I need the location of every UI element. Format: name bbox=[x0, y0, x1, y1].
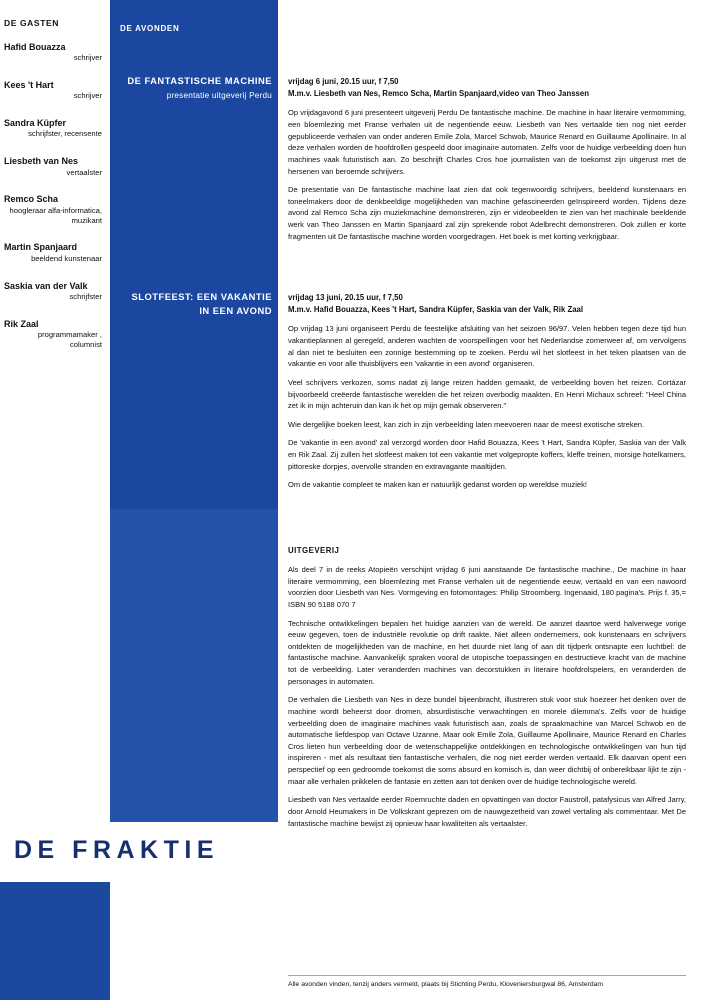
guest-role: schrijver bbox=[73, 91, 102, 101]
publisher-heading: UITGEVERIJ bbox=[288, 546, 340, 555]
footer-divider bbox=[288, 975, 686, 976]
event-1-paragraph: De presentatie van De fantastische machine laat zien dat ook tegenwoordig schrijvers, beeldend kunstenaars en toneelmakers door de denkbeeldige mogelijkheden van machine gefascineerden geïnspireerd worden. Tijdens deze avond zal Remco Scha zijn muziekmachine demonstreren, zijn er videobeelden te zien van het machinale beeldende werk van Theo Janssen en Martin Spanjaard zal zijn sprekende robot Adelbrecht demonstreren. Ook zullen er korte fragmenten uit De fantastische machine worden voorgedragen. Het boek is met korting verkrijgbaar. bbox=[288, 185, 686, 241]
event-2-meta bbox=[288, 292, 686, 315]
publisher-paragraph: De verhalen die Liesbeth van Nes in deze bundel bijeenbracht, illustreren stuk voor stuk hoezeer het denken over de machine wordt beheerst door dromen, absurdistische verwachtingen en morele dilemma's. Zelfs voor de huidige verbeelding doen de imaginaire machines vaak futuristisch aan, zoals de spraakmachine van Marcel Schwob en de automatische liefdespop van Octave Uzanne. Maar ook Emile Zola, Guillaume Apollinaire, Maurice Renard en Charles Cros lieten hun verbeelding door de wetenschappelijke ontdekkingen en technologische ontwikkelingen van hun tijd inspireren - met als resultaat tien fantastische verhalen, die nog niet eerder werden vertaald. Elk daarvan opent een perspectief op een gedroomde toekomst die soms absurd en komisch is, dan weer dichtbij of onbereikbaar lijkt te zijn - maar alle verhalen prikkelen de fantasie en zetten aan tot denken over de huidige technologische wereld. bbox=[288, 695, 686, 786]
event-2-content bbox=[288, 292, 686, 498]
event-2-paragraph: Veel schrijvers verkozen, soms nadat zij lange reizen hadden gemaakt, de verbeelding boven het reizen. Cortázar bijvoorbeeld creëerde fantastische werelden die het reizen overbodig maakten. En Henri Michaux schreef: "Heel China zet ik in mijn achteruin dan kan ik het op mijn gemak observeren." bbox=[288, 377, 686, 411]
publisher-paragraph: Technische ontwikkelingen bepalen het huidige aanzien van de wereld. De aanzet daartoe werd halverwege vorige eeuw gegeven, toen de industriële revolutie op drift raakte. Niet alleen ondernemers, ook kunstenaars en schrijvers ontdekten de mogelijkheden van de machine, en het duurde niet lang of aan dit tijdperk ontsnapte een luchtbel: de fantastische machine. Aanvankelijk spraken vooral de utopische toepassingen en destructieve kracht van de machine tot de verbeelding. Later veranderden machines van decorstukken in literaire hoofdrolspelers, en veranderden de personages in automaten. bbox=[288, 618, 686, 686]
guest-role: schrijfster, recensente bbox=[28, 129, 102, 139]
fraktie-wordmark: DE FRAKTIE bbox=[14, 836, 219, 864]
guest-role: programmamaker , columnist bbox=[37, 329, 102, 349]
publisher-paragraph: Als deel 7 in de reeks Atopieën verschijnt vrijdag 6 juni aanstaande De fantastische machine., De machine in haar literaire vermomming, een bloemlezing met Franse verhalen uit de negentiende eeuw, vertaald en van een nawoord voorzien door Liesbeth van Nes. Vormgeving en fotomontages: Philip Stroomberg. Ingenaaid, 180 pagina's. Prijs f. 35,= ISBN 90 5188 070 7 bbox=[288, 565, 686, 609]
guest-name: Martin Spanjaard bbox=[4, 242, 78, 253]
footer-note: Alle avonden vinden, tenzij anders vermeld, plaats bij Stichting Perdu, Kloveniersburgwal 86, Amsterdam bbox=[288, 981, 604, 988]
event-1-meta bbox=[288, 76, 686, 99]
guests-section-title: DE GASTEN bbox=[4, 18, 59, 28]
guests-column bbox=[0, 18, 110, 367]
event-1-meta-date: vrijdag 6 juni, 20.15 uur, f 7,50 bbox=[288, 77, 399, 86]
guest-entry bbox=[4, 319, 104, 350]
guest-entry bbox=[4, 242, 104, 263]
event-2-meta-participants: M.m.v. Hafid Bouazza, Kees 't Hart, Sandra Küpfer, Saskia van der Valk, Rik Zaal bbox=[288, 304, 584, 314]
event-1-subtitle: presentatie uitgeverij Perdu bbox=[166, 90, 272, 100]
event-2-paragraph: Wie dergelijke boeken leest, kan zich in zijn verbeelding laten meevoeren naar de meest exotische streken. bbox=[288, 419, 645, 429]
guest-role: beeldend kunstenaar bbox=[31, 253, 102, 263]
publisher-paragraph: Liesbeth van Nes vertaalde eerder Roemruchte daden en opvattingen van doctor Faustroll, patafysicus van Alfred Jarry, door Arnold Heumakers in De Volkskrant geprezen om de nauwgezetheid van zowel vertaling als commentaar. Met De fantastische machine bewijst zij opnieuw haar kwaliteiten als vertaalster. bbox=[288, 795, 686, 828]
guest-role: hoogleraar alfa-informatica, muzikant bbox=[9, 205, 102, 225]
event-2-paragraph: De 'vakantie in een avond' zal verzorgd worden door Hafid Bouazza, Kees 't Hart, Sandra Küpfer, Saskia van der Valk en Rik Zaal. Zij zullen het slotfeest maken tot een vakantie met volgepropte koffers, kleffe treinen, morsige hotelkamers, pittoreske dorpjes, overvolle stranden en extravagante maaltijden. bbox=[288, 438, 686, 471]
event-2-paragraph: Op vrijdag 13 juni organiseert Perdu de feestelijke afsluiting van het seizoen 96/97. Velen hebben tegen deze tijd hun vakantieplannen al geregeld, anderen wachten de voorspellingen voor het Nederlandse zomerweer af, om vervolgens al dan niet te besluiten een zonnige bestemming op te zoeken. Perdu wil het slotfeest in het teken plaatsen van de vakantie en voor alle thuisblijvers een 'vakantie in een avond' organiseren. bbox=[288, 324, 686, 369]
event-1-content bbox=[288, 76, 686, 249]
guest-name: Liesbeth van Nes bbox=[4, 156, 79, 167]
guest-entry bbox=[4, 42, 104, 63]
guest-name: Kees 't Hart bbox=[4, 80, 54, 91]
event-1-title-block bbox=[120, 74, 272, 102]
guest-entry bbox=[4, 80, 104, 101]
guest-name: Rik Zaal bbox=[4, 318, 39, 329]
event-2-meta-date: vrijdag 13 juni, 20.15 uur, f 7,50 bbox=[288, 293, 403, 302]
guest-role: schrijfster bbox=[69, 291, 102, 301]
event-1-paragraph: Op vrijdagavond 6 juni presenteert uitgeverij Perdu De fantastische machine. De machine in haar literaire vermomming, een bloemlezing met Franse verhalen uit de negentiende eeuw. Liesbeth van Nes vertaalde tien nog niet eerder gepubliceerde verhalen van onder anderen Emile Zola, Marcel Schwob, Maurice Renard en Guillaume Apollinaire. In al deze verhalen worden de hoofdrollen gespeeld door imaginaire automaten. Zelfs voor de huidige verbeelding doen hun machines vaak futuristisch aan. Zo beschrijft Charles Cros hoe journalisten van de toekomst zijn uitgerust met de hersenen van beroemde schrijvers. bbox=[288, 108, 686, 176]
guest-name: Remco Scha bbox=[4, 194, 59, 205]
guest-entry bbox=[4, 156, 104, 177]
guest-name: Hafid Bouazza bbox=[4, 42, 66, 52]
event-2-title: SLOTFEEST: EEN VAKANTIE IN EEN AVOND bbox=[131, 291, 272, 317]
guest-entry bbox=[4, 281, 104, 302]
event-2-paragraph: Om de vakantie compleet te maken kan er natuurlijk gedanst worden op wereldse muziek! bbox=[288, 480, 587, 490]
guest-role: vertaalster bbox=[66, 167, 102, 177]
guest-entry bbox=[4, 194, 104, 225]
event-2-title-block bbox=[120, 290, 272, 318]
event-1-meta-participants: M.m.v. Liesbeth van Nes, Remco Scha, Martin Spanjaard,video van Theo Janssen bbox=[288, 88, 589, 98]
publisher-content bbox=[288, 546, 686, 836]
guest-role: schrijver bbox=[73, 53, 102, 63]
guest-name: Saskia van der Valk bbox=[4, 280, 88, 291]
guest-entry bbox=[4, 118, 104, 139]
blue-vertical-band bbox=[110, 0, 278, 822]
event-1-title: DE FANTASTISCHE MACHINE bbox=[127, 75, 272, 86]
guest-name: Sandra Küpfer bbox=[4, 118, 67, 129]
evenings-label: DE AVONDEN bbox=[120, 24, 180, 33]
